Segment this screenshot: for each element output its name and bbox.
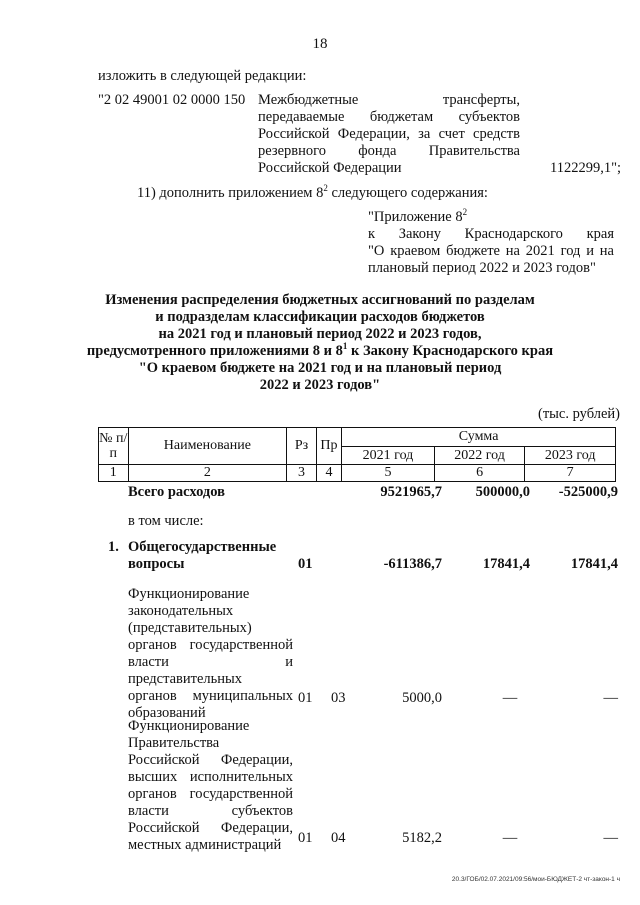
row-value-2022: — bbox=[502, 690, 518, 706]
row-value-2023: -525000,9 bbox=[558, 484, 618, 500]
header-num: № п/п bbox=[99, 428, 129, 465]
row-name: в том числе: bbox=[128, 513, 204, 529]
header-sum: Сумма bbox=[342, 428, 616, 447]
colnum-2: 2 bbox=[128, 465, 287, 482]
table-header bbox=[98, 427, 616, 482]
row-value-2023: — bbox=[603, 690, 618, 706]
header-2021: 2021 год bbox=[342, 447, 435, 465]
row-number: 1. bbox=[108, 539, 119, 555]
page-number: 18 bbox=[312, 36, 328, 52]
header-pr: Пр bbox=[316, 428, 341, 465]
annex-header bbox=[368, 209, 614, 277]
colnum-3: 3 bbox=[287, 465, 317, 482]
code-description: Межбюджетные трансферты, передаваемые бюджетам субъектов Российской Федерации, за счет средств резервного фонда Правительства Российской Федерации bbox=[258, 92, 520, 176]
annex-line3: "О краевом бюджете на 2021 год и на bbox=[368, 243, 614, 259]
annex-line4: плановый период 2022 и 2023 годов" bbox=[368, 260, 596, 276]
item-11-suffix: следующего содержания: bbox=[327, 185, 488, 201]
colnum-6: 6 bbox=[434, 465, 525, 482]
title-line4-suffix: к Закону Краснодарского края bbox=[347, 343, 554, 359]
header-rz: Рз bbox=[287, 428, 317, 465]
title-line4-prefix: предусмотренного приложениями 8 и 8 bbox=[86, 343, 343, 359]
budget-code: "2 02 49001 02 0000 150 bbox=[98, 92, 246, 108]
item-11 bbox=[137, 185, 488, 202]
row-name: Функционирование законодательных (представительных) органов государственной власти и представительных органов муниципальных образований bbox=[128, 586, 293, 721]
document-title bbox=[60, 292, 580, 394]
row-value-2021: 5000,0 bbox=[402, 690, 442, 706]
item-11-prefix: 11) дополнить приложением 8 bbox=[137, 185, 324, 201]
code-value: 1122299,1"; bbox=[550, 160, 622, 176]
colnum-4: 4 bbox=[316, 465, 341, 482]
annex-line1-sup: 2 bbox=[462, 207, 468, 218]
intro-text: изложить в следующей редакции: bbox=[98, 68, 307, 84]
footer-stamp: 20.3/ГОБ/02.07.2021/09:56/мои-БЮДЖЕТ-2 чт-закон-1 ч bbox=[451, 876, 620, 883]
colnum-7: 7 bbox=[525, 465, 616, 482]
annex-line2: к Закону Краснодарского края bbox=[368, 226, 614, 242]
header-2023: 2023 год bbox=[525, 447, 616, 465]
row-name: Общегосударственные вопросы bbox=[128, 539, 277, 572]
annex-line1: "Приложение 8 bbox=[368, 209, 463, 225]
title-line6: 2022 и 2023 годов" bbox=[259, 377, 381, 393]
colnum-5: 5 bbox=[342, 465, 435, 482]
row-name: Всего расходов bbox=[128, 484, 225, 500]
row-rz: 01 bbox=[298, 690, 313, 706]
row-value-2023: 17841,4 bbox=[570, 556, 618, 572]
row-pr: 04 bbox=[331, 830, 346, 846]
header-name: Наименование bbox=[128, 428, 287, 465]
title-line5: "О краевом бюджете на 2021 год и на плановый период bbox=[138, 360, 502, 376]
colnum-1: 1 bbox=[99, 465, 129, 482]
row-value-2021: -611386,7 bbox=[383, 556, 442, 572]
title-line2: и подразделам классификации расходов бюджетов bbox=[155, 309, 485, 325]
row-rz: 01 bbox=[298, 830, 313, 846]
row-pr: 03 bbox=[331, 690, 346, 706]
row-value-2021: 9521965,7 bbox=[380, 484, 442, 500]
title-line3: на 2021 год и плановый период 2022 и 2023 годов, bbox=[158, 326, 482, 342]
row-rz: 01 bbox=[298, 556, 313, 572]
row-value-2022: 17841,4 bbox=[482, 556, 530, 572]
row-value-2022: 500000,0 bbox=[475, 484, 530, 500]
units-label: (тыс. рублей) bbox=[538, 406, 620, 422]
row-value-2022: — bbox=[502, 830, 518, 846]
title-line4-sup: 1 bbox=[342, 341, 348, 352]
row-name: Функционирование Правительства Российской Федерации, высших исполнительных органов государственной власти субъектов Российской Федерации, местных администраций bbox=[128, 718, 293, 853]
header-2022: 2022 год bbox=[434, 447, 525, 465]
item-11-sup: 2 bbox=[323, 183, 328, 194]
title-line1: Изменения распределения бюджетных ассигнований по разделам bbox=[105, 292, 535, 308]
row-value-2023: — bbox=[603, 830, 618, 846]
row-value-2021: 5182,2 bbox=[402, 830, 442, 846]
